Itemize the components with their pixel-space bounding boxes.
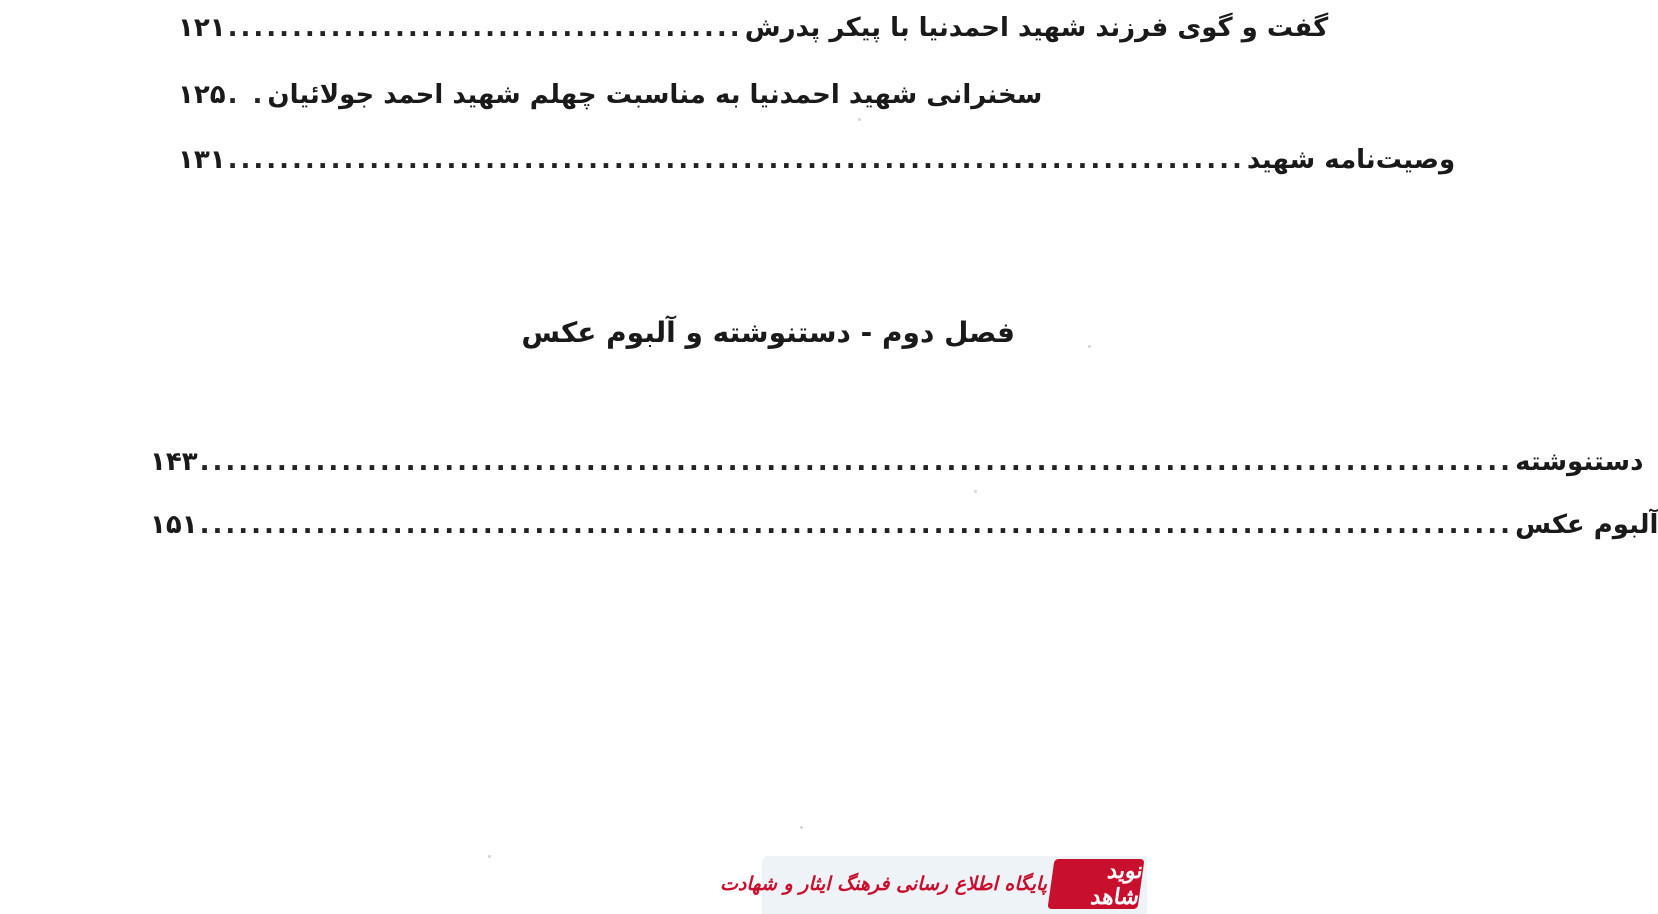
dot-leader: ............................................................................... <box>227 145 1245 175</box>
toc-page-number: ۱۳۱ <box>178 145 226 175</box>
toc-entry <box>178 138 1456 182</box>
dot-leader: ...................................................................................................... <box>199 510 1514 540</box>
toc-entry-title: دستنوشته <box>1515 447 1644 477</box>
dot-leader: ...................................................................................................... <box>199 447 1514 477</box>
toc-entry-title: سخنرانی شهید احمدنیا به مناسبت چهلم شهید احمد جولائیان <box>267 80 1043 110</box>
dot-leader: ........................................ <box>227 13 743 43</box>
watermark-banner <box>720 856 1147 914</box>
paper-speck <box>800 826 803 829</box>
toc-page-number: ۱۲۱ <box>178 13 226 43</box>
toc-entry-title: آلبوم عکس <box>1515 510 1658 540</box>
site-caption: پایگاه اطلاع رسانی فرهنگ ایثار و شهادت <box>720 873 1047 895</box>
paper-speck <box>974 490 977 493</box>
paper-speck <box>1088 345 1091 348</box>
toc-page-number: ۱۲۵ <box>178 80 226 110</box>
toc-page-number: ۱۵۱ <box>150 510 198 540</box>
paper-speck <box>858 118 861 121</box>
paper-speck <box>488 855 491 858</box>
navideshahed-logo-icon: نوید شاهد <box>1047 859 1144 909</box>
toc-entry-title: وصیت‌نامه شهید <box>1246 145 1456 175</box>
dot-leader: . . <box>227 80 266 110</box>
toc-page-number: ۱۴۳ <box>150 447 198 477</box>
toc-entry <box>150 440 1644 484</box>
chapter-heading: فصل دوم - دستنوشته و آلبوم عکس <box>521 316 1015 349</box>
toc-entry-title: گفت و گوی فرزند شهید احمدنیا با پیکر پدرش <box>744 13 1329 43</box>
toc-entry <box>150 503 1658 547</box>
toc-entry <box>178 73 1043 117</box>
toc-entry <box>178 6 1329 50</box>
